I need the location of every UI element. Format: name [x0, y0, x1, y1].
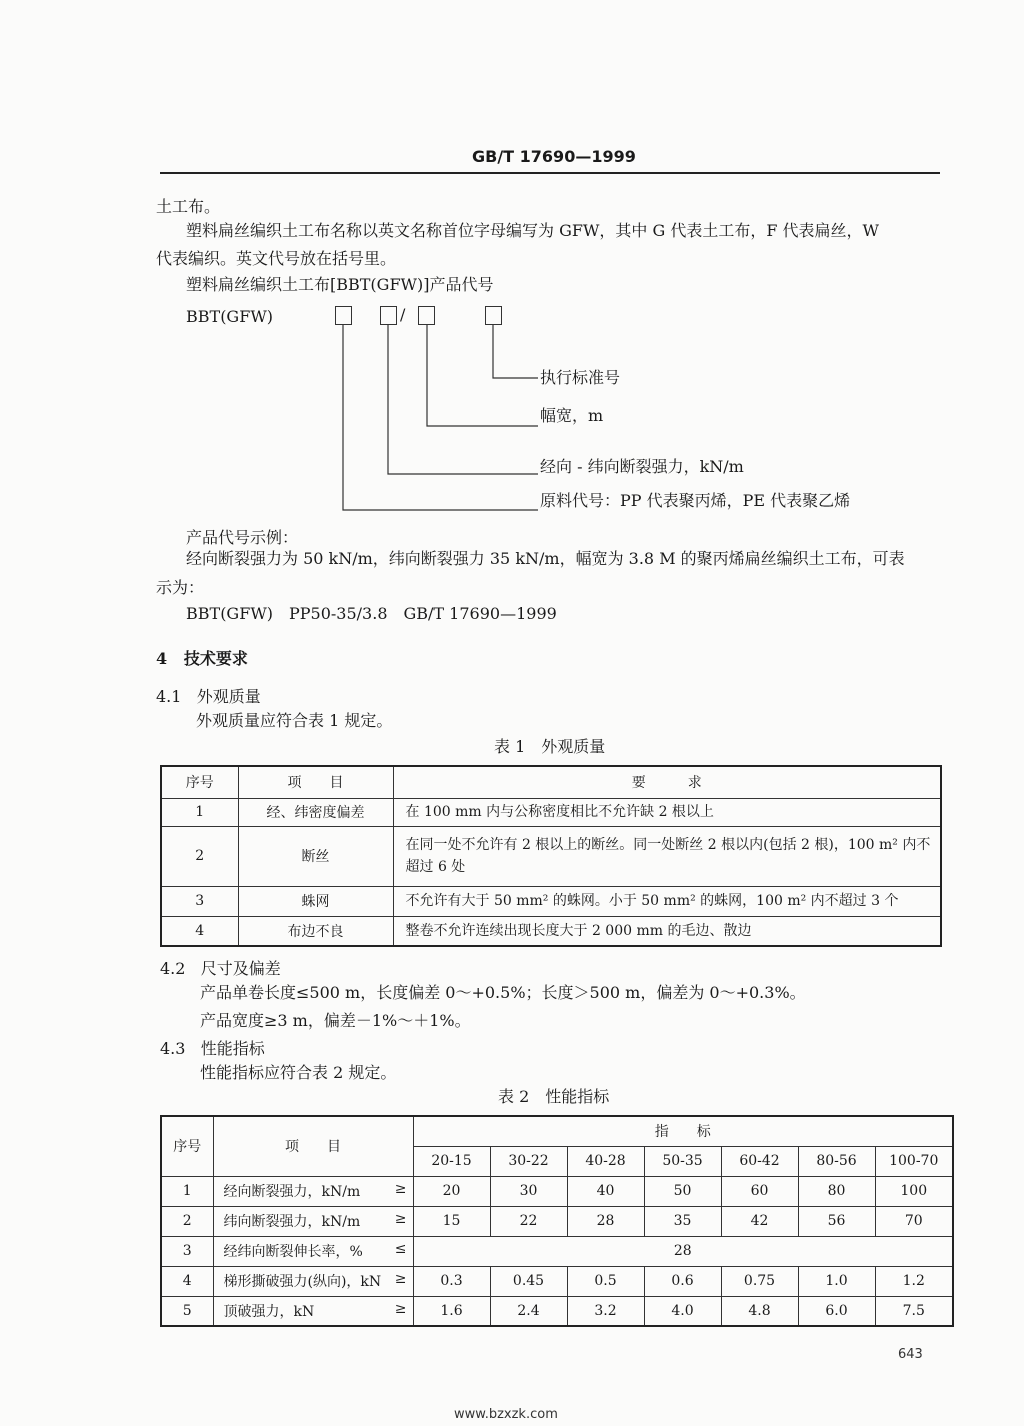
example-heading: 产品代号示例： — [186, 528, 299, 547]
table-cell-item: 布边不良 — [238, 916, 393, 946]
table-cell-value: 0.75 — [721, 1266, 798, 1296]
page-header-title: GB/T 17690—1999 — [472, 147, 636, 166]
table-cell-value: 40 — [567, 1176, 644, 1206]
table-cell-value: 0.45 — [490, 1266, 567, 1296]
comparison-symbol: ≥ — [394, 1181, 407, 1197]
example-code: BBT(GFW) PP50-35/3.8 GB/T 17690—1999 — [186, 604, 557, 623]
header-rule — [160, 172, 940, 174]
table-spec-cell: 80-56 — [798, 1146, 875, 1176]
table-cell-no: 1 — [161, 1176, 213, 1206]
table-cell-value: 42 — [721, 1206, 798, 1236]
item-label: 纬向断裂强力，kN/m — [223, 1214, 361, 1230]
table-cell-value: 0.5 — [567, 1266, 644, 1296]
table-appearance-quality — [160, 765, 942, 947]
table-cell-no: 3 — [161, 886, 238, 916]
subsection-title: 外观质量 — [196, 687, 261, 706]
table2-caption: 表 2 性能指标 — [498, 1087, 610, 1106]
table-header-cell: 要 求 — [393, 766, 941, 798]
subsection-title: 尺寸及偏差 — [200, 959, 281, 978]
section-heading — [156, 648, 248, 670]
table-performance-index — [160, 1115, 954, 1327]
item-label: 经纬向断裂伸长率，% — [223, 1244, 363, 1260]
table-header-cell: 序号 — [161, 766, 238, 798]
subsection-number: 4.2 — [160, 959, 186, 978]
subsection-title: 性能指标 — [200, 1039, 265, 1058]
table-cell-value: 30 — [490, 1176, 567, 1206]
table-spec-cell: 60-42 — [721, 1146, 798, 1176]
table-cell-no: 2 — [161, 1206, 213, 1236]
table-cell-value: 7.5 — [875, 1296, 953, 1326]
paragraph-text: 塑料扁丝编织土工布名称以英文名称首位字母编写为 GFW，其中 G 代表土工布，F 代表扁丝，W — [186, 221, 880, 240]
subsection-heading — [160, 1038, 265, 1060]
table-spec-cell: 30-22 — [490, 1146, 567, 1176]
table-cell-value: 22 — [490, 1206, 567, 1236]
table-cell-value: 80 — [798, 1176, 875, 1206]
comparison-symbol: ≥ — [394, 1271, 407, 1287]
table-cell-requirement: 整卷不允许连续出现长度大于 2 000 mm 的毛边、散边 — [393, 916, 941, 946]
code-label-strength: 经向 - 纬向断裂强力，kN/m — [540, 457, 744, 476]
subsection-heading — [156, 686, 261, 708]
item-label: 梯形撕破强力(纵向)，kN — [223, 1274, 382, 1290]
table-header-cell: 序号 — [161, 1116, 213, 1176]
table-cell-value: 0.3 — [413, 1266, 490, 1296]
table-header-cell: 项 目 — [213, 1116, 413, 1176]
table-row — [161, 886, 941, 916]
paragraph-text: 性能指标应符合表 2 规定。 — [200, 1063, 397, 1082]
example-text: 示为： — [156, 578, 205, 597]
table-cell-item — [213, 1206, 413, 1236]
table-row — [161, 1236, 953, 1266]
subsection-number: 4.1 — [156, 687, 182, 706]
table-cell-value: 56 — [798, 1206, 875, 1236]
table-row — [161, 1176, 953, 1206]
table-cell-no: 1 — [161, 798, 238, 826]
table-cell-value: 20 — [413, 1176, 490, 1206]
table-spec-cell: 40-28 — [567, 1146, 644, 1176]
table-cell-no: 5 — [161, 1296, 213, 1326]
table-row — [161, 826, 941, 886]
table-spec-cell: 100-70 — [875, 1146, 953, 1176]
table-header-row — [161, 766, 941, 798]
paragraph-text: 塑料扁丝编织土工布[BBT(GFW)]产品代号 — [186, 275, 494, 294]
table-header-cell: 指 标 — [413, 1116, 953, 1146]
table-cell-requirement: 不允许有大于 50 mm² 的蛛网。小于 50 mm² 的蛛网，100 m² 内不超过 3 个 — [393, 886, 941, 916]
table-cell-value: 100 — [875, 1176, 953, 1206]
code-box-width — [418, 306, 435, 325]
table-cell-value: 2.4 — [490, 1296, 567, 1326]
table-cell-value: 3.2 — [567, 1296, 644, 1326]
paragraph-text: 土工布。 — [156, 197, 221, 216]
table-spec-cell: 20-15 — [413, 1146, 490, 1176]
table-row — [161, 1206, 953, 1236]
code-label-material: 原料代号：PP 代表聚丙烯，PE 代表聚乙烯 — [540, 491, 851, 510]
table-row — [161, 1266, 953, 1296]
item-label: 顶破强力，kN — [223, 1303, 315, 1320]
table-cell-item — [213, 1176, 413, 1206]
table-header-cell: 项 目 — [238, 766, 393, 798]
paragraph-text: 代表编织。英文代号放在括号里。 — [156, 249, 397, 268]
table-row — [161, 1296, 953, 1326]
table-cell-requirement: 在同一处不允许有 2 根以上的断丝。同一处断丝 2 根以内(包括 2 根)，100 m² 内不超过 6 处 — [393, 826, 941, 886]
table1-caption: 表 1 外观质量 — [494, 737, 606, 756]
table-cell-item: 经、纬密度偏差 — [238, 798, 393, 826]
table-cell-requirement: 在 100 mm 内与公称密度相比不允许缺 2 根以上 — [393, 798, 941, 826]
paragraph-text: 产品宽度≥3 m，偏差－1%～＋1%。 — [200, 1011, 471, 1030]
code-box-standard — [485, 306, 502, 325]
table-cell-item: 断丝 — [238, 826, 393, 886]
table-cell-no: 4 — [161, 1266, 213, 1296]
table-cell-item — [213, 1296, 413, 1326]
comparison-symbol: ≥ — [394, 1211, 407, 1227]
table-row — [161, 916, 941, 946]
table-cell-value: 4.0 — [644, 1296, 721, 1326]
table-cell-value: 28 — [413, 1236, 953, 1266]
table-cell-value: 70 — [875, 1206, 953, 1236]
subsection-heading — [160, 958, 281, 980]
table-cell-no: 2 — [161, 826, 238, 886]
table-cell-value: 6.0 — [798, 1296, 875, 1326]
page-number: 643 — [898, 1347, 923, 1362]
code-label-width: 幅宽，m — [540, 406, 604, 425]
table-cell-item — [213, 1266, 413, 1296]
code-label-standard: 执行标准号 — [540, 368, 621, 387]
table-cell-value: 28 — [567, 1206, 644, 1236]
table-cell-value: 50 — [644, 1176, 721, 1206]
table-cell-value: 1.2 — [875, 1266, 953, 1296]
example-text: 经向断裂强力为 50 kN/m，纬向断裂强力 35 kN/m，幅宽为 3.8 M 的聚丙烯扁丝编织土工布，可表 — [186, 549, 905, 568]
section-number: 4 — [156, 649, 168, 668]
paragraph-text: 外观质量应符合表 1 规定。 — [196, 711, 393, 730]
table-cell-value: 60 — [721, 1176, 798, 1206]
table-cell-value: 1.0 — [798, 1266, 875, 1296]
table-cell-item: 蛛网 — [238, 886, 393, 916]
comparison-symbol: ≥ — [394, 1300, 407, 1317]
table-row — [161, 798, 941, 826]
code-box-material — [335, 306, 352, 325]
table-cell-no: 3 — [161, 1236, 213, 1266]
table-cell-item — [213, 1236, 413, 1266]
table-header-row — [161, 1116, 953, 1146]
section-title: 技术要求 — [183, 649, 248, 668]
code-slash: / — [400, 305, 406, 324]
item-label: 经向断裂强力，kN/m — [223, 1184, 361, 1200]
table-spec-cell: 50-35 — [644, 1146, 721, 1176]
comparison-symbol: ≤ — [394, 1241, 407, 1257]
footer-site: www.bzxzk.com — [454, 1407, 558, 1422]
table-cell-value: 35 — [644, 1206, 721, 1236]
table-cell-value: 1.6 — [413, 1296, 490, 1326]
subsection-number: 4.3 — [160, 1039, 186, 1058]
code-prefix: BBT(GFW) — [186, 307, 273, 326]
table-cell-value: 15 — [413, 1206, 490, 1236]
table-cell-no: 4 — [161, 916, 238, 946]
code-box-strength — [380, 306, 397, 325]
paragraph-text: 产品单卷长度≤500 m，长度偏差 0～+0.5%；长度＞500 m，偏差为 0～+0.3%。 — [200, 983, 806, 1002]
table-cell-value: 0.6 — [644, 1266, 721, 1296]
table-cell-value: 4.8 — [721, 1296, 798, 1326]
